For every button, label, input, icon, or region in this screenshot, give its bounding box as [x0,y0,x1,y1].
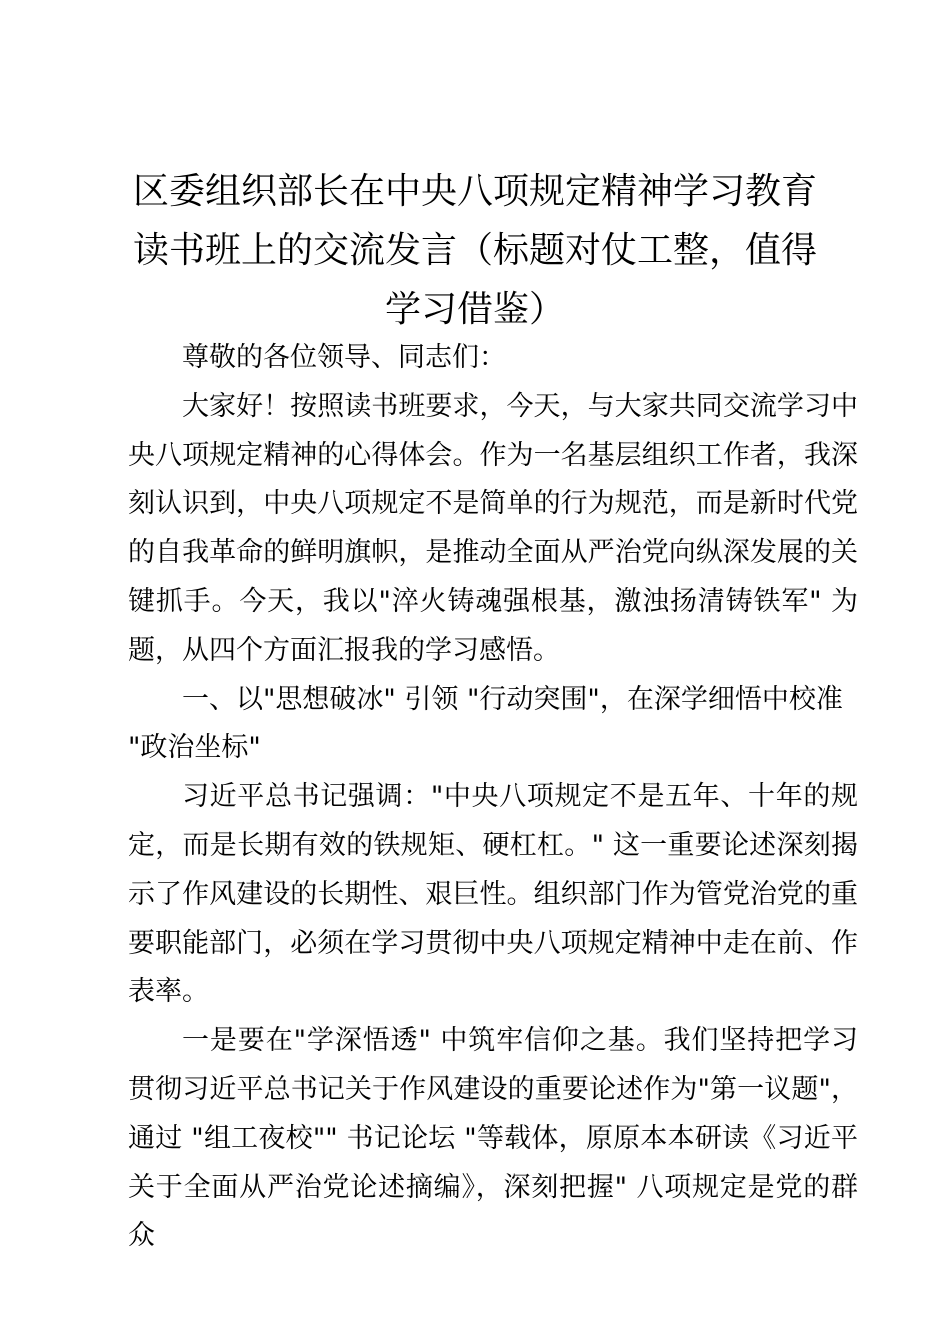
body-paragraph: 一是要在"学深悟透" 中筑牢信仰之基。我们坚持把学习贯彻习近平总书记关于作风建设的重要论述作为"第一议题"，通过 "组工夜校"" 书记论坛 "等载体，原原本本研读《习近平关于全面从严治党论述摘编》，深刻把握" 八项规定是党的群众 [128,1025,858,1252]
document-body [128,334,858,1261]
body-paragraph: 习近平总书记强调："中央八项规定不是五年、十年的规定，而是长期有效的铁规矩、硬杠杠。" 这一重要论述深刻揭示了作风建设的长期性、艰巨性。组织部门作为管党治党的重要职能部门，必须在学习贯彻中央八项规定精神中走在前、作表率。 [128,781,858,1008]
salutation: 尊敬的各位领导、同志们： [182,342,506,373]
body-paragraph: 大家好！按照读书班要求，今天，与大家共同交流学习中央八项规定精神的心得体会。作为一名基层组织工作者，我深刻认识到，中央八项规定不是简单的行为规范，而是新时代党的自我革命的鲜明旗帜，是推动全面从严治党向纵深发展的关键抓手。今天，我以"淬火铸魂强根基，激浊扬清铸铁军" 为题，从四个方面汇报我的学习感悟。 [128,390,858,666]
section-heading: 一、以"思想破冰" 引领 "行动突围"，在深学细悟中校准 "政治坐标" [128,683,843,764]
document-title: 区委组织部长在中央八项规定精神学习教育读书班上的交流发言（标题对仗工整，值得学习借鉴） [132,171,817,330]
